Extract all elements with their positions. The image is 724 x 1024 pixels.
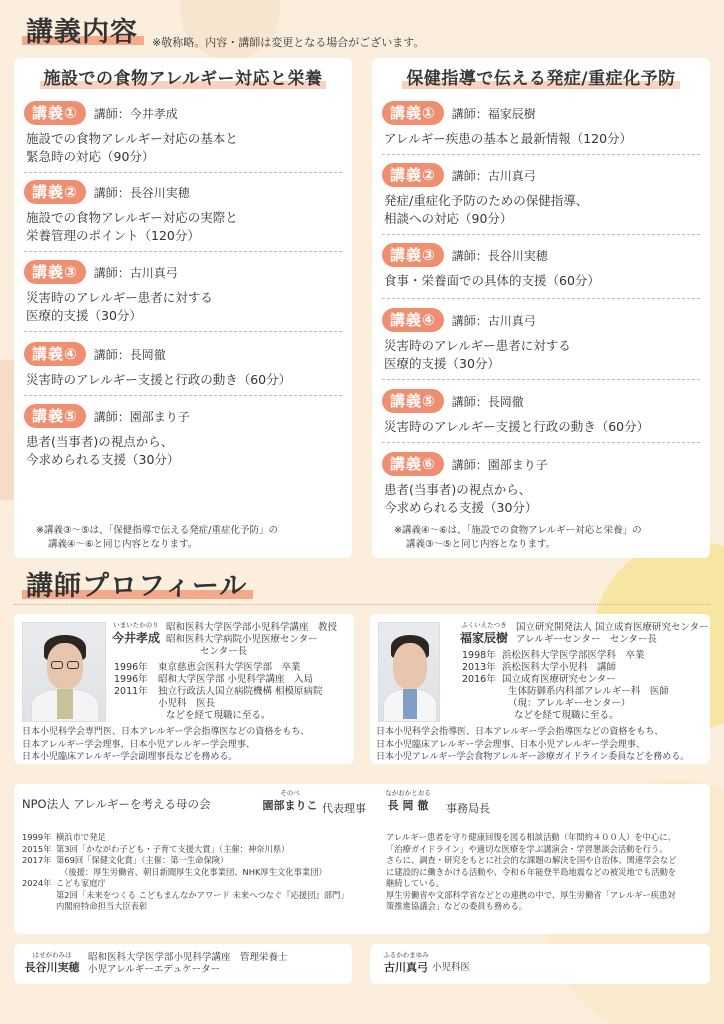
lecture-teacher: 講師：園部まり子 <box>93 409 190 424</box>
lecture-teacher: 講師：長谷川実穂 <box>451 248 548 263</box>
lecture-desc: 災害時のアレルギー患者に対する 医療的支援（30分） <box>26 290 213 323</box>
left-lecture-3 <box>24 259 342 325</box>
divider <box>382 234 700 235</box>
divider <box>24 395 342 396</box>
profile-card-imai: いまいたかのり 今井孝成 昭和医科大学医学部小児科学講座 教授 昭和医科大学病院小児医療センター センター長 1996年 東京慈恵会医科大学医学部 卒業 1996年 昭和大学医学部 小児科学講座 入局 2011年 独立行政法人国立病院機構 相模原病院 小児科 医長 などを経て現職に至る。 日本小児科学会専門医、日本アレルギー学会指導医などの資格をもち、 日本アレルギー学会理事、日本小児アレルギー学会理事、 日本小児臨床アレルギー学会副理事長などを務める。 <box>14 614 354 764</box>
lecture-desc: 災害時のアレルギー支援と行政の動き（60分） <box>26 372 292 387</box>
lecture-content-heading: 講義内容 <box>22 17 144 48</box>
lecture-desc: 発症/重症化予防のための保健指導、 相談への対応（90分） <box>384 193 589 226</box>
profile-heading-rule <box>14 604 710 605</box>
lecture-badge: 講義② <box>382 163 444 187</box>
lecture-teacher: 講師：長岡徹 <box>93 347 166 362</box>
portrait-photo <box>22 622 106 722</box>
left-lecture-1 <box>24 100 342 166</box>
lecture-badge: 講義① <box>382 101 444 125</box>
lecture-teacher: 講師：古川真弓 <box>451 168 536 183</box>
right-course-panel <box>372 58 710 558</box>
divider <box>24 251 342 252</box>
teacher-name: 古川真弓 <box>384 961 428 974</box>
lecture-badge: 講義③ <box>24 260 86 284</box>
left-lecture-5 <box>24 403 342 469</box>
left-lecture-2 <box>24 179 342 245</box>
lecture-badge: 講義③ <box>382 243 444 267</box>
lecture-teacher: 講師：古川真弓 <box>93 265 178 280</box>
teacher-name: 長谷川実穂 <box>24 961 80 974</box>
lecture-desc: 患者(当事者)の視点から、 今求められる支援（30分） <box>26 434 180 467</box>
profile-card-hasegawa: はせがわみほ 長谷川実穂 昭和医科大学医学部小児科学講座 管理栄養士 小児アレルギーエデュケーター <box>14 944 352 984</box>
divider <box>382 298 700 299</box>
left-lecture-4 <box>24 341 342 389</box>
lecture-teacher: 講師：園部まり子 <box>451 457 548 472</box>
career-list: 1996年 東京慈恵会医科大学医学部 卒業 1996年 昭和大学医学部 小児科学講座 入局 2011年 独立行政法人国立病院機構 相模原病院 小児科 医長 などを経て現職に至る。 <box>114 662 323 721</box>
lecture-desc: 災害時のアレルギー患者に対する 医療的支援（30分） <box>384 338 571 371</box>
lecture-badge: 講義④ <box>382 308 444 332</box>
page-title <box>22 16 144 50</box>
teacher-name: 福家辰樹 <box>459 631 508 645</box>
lecture-teacher: 講師：古川真弓 <box>451 313 536 328</box>
divider <box>382 379 700 380</box>
divider <box>24 331 342 332</box>
right-panel-note: ※講義④～⑥は、「施設での食物アレルギー対応と栄養」の 講義③～⑤と同じ内容となります。 <box>394 525 642 550</box>
secretary-name: 長 岡 徹 <box>387 799 429 812</box>
npo-org-name: NPO法人 アレルギーを考える母の会 <box>22 797 211 811</box>
lecture-badge: 講義① <box>24 101 86 125</box>
lecture-desc: 施設での食物アレルギー対応の基本と 緊急時の対応（90分） <box>26 131 238 164</box>
right-lecture-3 <box>382 242 700 290</box>
lecture-teacher: 講師：長谷川実穂 <box>93 185 190 200</box>
right-lecture-2 <box>382 162 700 228</box>
teacher-bio: 日本小児科学会専門医、日本アレルギー学会指導医などの資格をもち、 日本アレルギー学会理事、日本小児アレルギー学会理事、 日本小児臨床アレルギー学会副理事長などを務める。 <box>22 727 310 762</box>
right-lecture-5 <box>382 388 700 436</box>
representative-name: 園部まりこ <box>262 799 318 812</box>
teacher-bio: 日本小児科学会指導医、日本アレルギー学会指導医などの資格をもち、 日本小児臨床アレルギー学会理事、日本小児アレルギー学会理事、 日本小児アレルギー学会食物アレルギー診療ガイドライン委員などを務める。 <box>376 727 690 762</box>
divider <box>382 442 700 443</box>
lecture-badge: 講義⑤ <box>382 389 444 413</box>
profile-card-fuke: ふくいえたつき 福家辰樹 国立研究開発法人 国立成育医療研究センター アレルギーセンター センター長 1998年 浜松医科大学医学部医学科 卒業 2013年 浜松医科大学小児科 講師 2016年 国立成育医療研究センター 生体防御系内科部アレルギー科 医師 （現：アレルギーセンター） などを経て現職に至る。 日本小児科学会指導医、日本アレルギー学会指導医などの資格をもち、 日本小児臨床アレルギー学会理事、日本小児アレルギー学会理事、 日本小児アレルギー学会食物アレルギー診療ガイドライン委員などを務める。 <box>370 614 710 764</box>
profile-card-furukawa: ふるかわまゆみ 古川真弓 小児科医 <box>370 944 710 984</box>
profile-heading: 講師プロフィール <box>22 570 253 604</box>
header-note: ※敬称略。内容・講師は変更となる場合がございます。 <box>152 36 425 49</box>
lecture-badge: 講義② <box>24 180 86 204</box>
right-lecture-1 <box>382 100 700 148</box>
teacher-name: 今井孝成 <box>111 631 160 645</box>
divider <box>382 154 700 155</box>
lecture-desc: アレルギー疾患の基本と最新情報（120分） <box>384 131 633 146</box>
lecture-desc: 施設での食物アレルギー対応の実際と 栄養管理のポイント（120分） <box>26 210 238 243</box>
lecture-badge: 講義④ <box>24 342 86 366</box>
lecture-badge: 講義⑤ <box>24 404 86 428</box>
right-lecture-4 <box>382 307 700 373</box>
lecture-teacher: 講師：長岡徹 <box>451 394 524 409</box>
divider <box>24 172 342 173</box>
npo-activities: アレルギー患者を守り健康回復を図る相談活動（年間約４００人）を中心に、 「治療ガイドライン」や適切な医療を学ぶ講演会・学習懇談会活動を行う。 さらに、調査・研究をもとに社会的な課題の解決を国や自治体、関連学会など に建設的に働きかける活動や、令和６年能登半島地震などの被災地でも活動を 継続している。 厚生労働省や文部科学省などとの連携の中で、厚生労働省「アレルギー疾患対 策推進協議会」などの委員も務める。 <box>386 832 677 911</box>
lecture-desc: 食事・栄養面での具体的支援（60分） <box>384 273 600 288</box>
career-list: 1998年 浜松医科大学医学部医学科 卒業 2013年 浜松医科大学小児科 講師 2016年 国立成育医療研究センター 生体防御系内科部アレルギー科 医師 （現：アレルギーセンター） などを経て現職に至る。 <box>462 650 669 721</box>
right-lecture-6 <box>382 451 700 517</box>
portrait-photo <box>378 622 440 722</box>
left-course-panel <box>14 58 352 558</box>
lecture-desc: 災害時のアレルギー支援と行政の動き（60分） <box>384 419 650 434</box>
left-panel-title: 施設での食物アレルギー対応と栄養 <box>14 58 352 91</box>
lecture-desc: 患者(当事者)の視点から、 今求められる支援（30分） <box>384 482 538 515</box>
right-panel-title: 保健指導で伝える発症/重症化予防 <box>372 58 710 91</box>
lecture-teacher: 講師：福家辰樹 <box>451 106 536 121</box>
npo-history: 1999年 横浜市で発足 2015年 第3回「かながわ子ども・子育て支援大賞」（主催：神奈川県） 2017年 第69回「保健文化賞」（主催：第一生命保険） （後援：厚生労働省、朝日新聞厚生文化事業団、NHK厚生文化事業団） 2024年 こども家庭庁 第2回「未来をつくる こどもまんなかアワード 未来へつなぐ『応援団』部門」 内閣府特命担当大臣表彰 <box>22 832 349 911</box>
lecture-teacher: 講師：今井孝成 <box>93 106 178 121</box>
left-panel-note: ※講義③～⑤は、「保健指導で伝える発症/重症化予防」の 講義④～⑥と同じ内容となります。 <box>36 525 278 550</box>
npo-card: NPO法人 アレルギーを考える母の会 そのべ 園部まりこ 代表理事 ながおかとおる 長 岡 徹 事務局長 1999年 横浜市で発足 2015年 第3回「かながわ子ども・子育て支援大賞」（主催：神奈川県） 2017年 第69回「保健文化賞」（主催：第一生命保険） （後援：厚生労働省、朝日新聞厚生文化事業団、NHK厚生文化事業団） 2024年 こども家庭庁 第2回「未来をつくる こどもまんなかアワード 未来へつなぐ『応援団』部門」 内閣府特命担当大臣表彰 アレルギー患者を守り健康回復を図る相談活動（年間約４００人）を中心に、 「治療ガイドライン」や適切な医療を学ぶ講演会・学習懇談会活動を行う。 さらに、調査・研究をもとに社会的な課題の解決を国や自治体、関連学会など に建設的に働きかける活動や、令和６年能登半島地震などの被災地でも活動を 継続している。 厚生労働省や文部科学省などとの連携の中で、厚生労働省「アレルギー疾患対 策推進協議会」などの委員も務める。 <box>14 784 710 934</box>
lecture-badge: 講義⑥ <box>382 452 444 476</box>
